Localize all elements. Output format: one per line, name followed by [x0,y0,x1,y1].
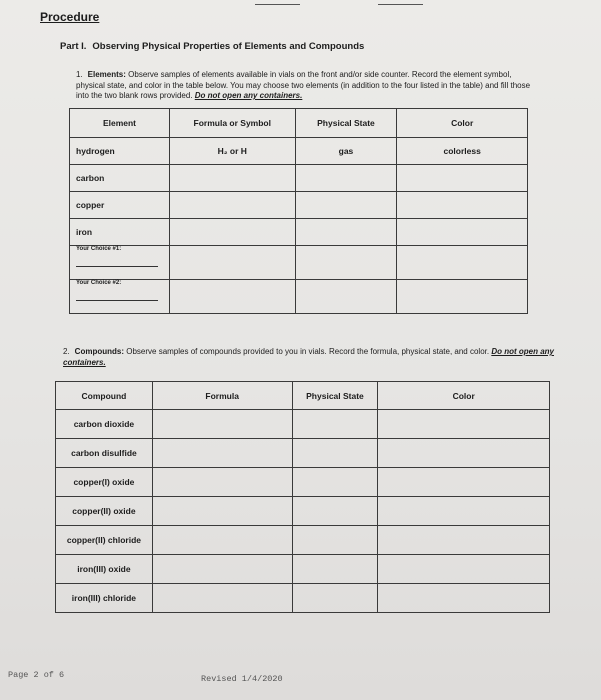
color-cell[interactable] [378,439,550,468]
formula-cell[interactable] [152,439,292,468]
compounds-header-row [56,382,550,410]
color-cell[interactable] [397,246,528,280]
elements-title: Elements: [87,70,126,79]
compounds-title: Compounds: [74,347,124,356]
header-formula: Formula [152,382,292,410]
state-cell[interactable] [295,219,397,246]
choice-2-label: Your Choice #2: [76,280,122,286]
compounds-text: Observe samples of compounds provided to you in vials. Record the formula, physical state, and color. [126,347,490,356]
table-row [70,138,528,165]
table-row [56,468,550,497]
compound-name: iron(III) oxide [56,555,153,584]
formula-cell[interactable] [152,468,292,497]
elements-warning: Do not open any containers. [194,91,303,100]
elements-number: 1. [76,70,83,79]
state-cell[interactable] [295,165,397,192]
choice-1-cell[interactable] [70,246,170,280]
elements-instructions [76,70,538,102]
color-cell[interactable] [378,555,550,584]
state-cell[interactable]: gas [295,138,397,165]
formula-cell[interactable] [169,280,295,314]
elements-table [69,108,528,314]
state-cell[interactable] [292,468,378,497]
color-cell[interactable] [397,165,528,192]
table-row [56,555,550,584]
choice-2-cell[interactable] [70,280,170,314]
formula-cell[interactable] [152,555,292,584]
formula-cell[interactable] [169,246,295,280]
choice-1-blank [76,266,158,267]
elements-text: Observe samples of elements available in vials on the front and/or side counter. Record the element symbol, physical state, and color in the table below. You may choose two elements (in addition to the four listed in the table) and fill those into the two blank rows provided. [76,70,531,100]
state-cell[interactable] [292,555,378,584]
formula-cell[interactable] [152,584,292,613]
color-cell[interactable] [378,497,550,526]
formula-cell[interactable] [169,192,295,219]
color-cell[interactable] [397,219,528,246]
table-row [56,439,550,468]
compound-name: copper(II) oxide [56,497,153,526]
top-rule-right [378,4,423,5]
formula-cell[interactable] [152,497,292,526]
header-physical-state: Physical State [295,109,397,138]
part-label: Part I. [60,41,87,52]
compound-name: carbon disulfide [56,439,153,468]
header-compound: Compound [56,382,153,410]
state-cell[interactable] [295,280,397,314]
part-title: Observing Physical Properties of Elements and Compounds [92,41,365,52]
header-physical-state: Physical State [292,382,378,410]
choice-2-blank [76,300,158,301]
revised-date: Revised 1/4/2020 [201,674,283,684]
formula-cell[interactable] [169,165,295,192]
state-cell[interactable] [292,439,378,468]
state-cell[interactable] [292,526,378,555]
part-heading [60,41,364,52]
compounds-warning: Do not open any containers. [63,347,554,367]
top-rule-left [255,4,300,5]
table-row [70,219,528,246]
state-cell[interactable] [295,192,397,219]
color-cell[interactable] [378,468,550,497]
table-row [70,192,528,219]
element-name: iron [70,219,170,246]
compound-name: carbon dioxide [56,410,153,439]
color-cell[interactable] [378,410,550,439]
compound-name: iron(III) chloride [56,584,153,613]
compounds-table [55,381,550,613]
compounds-number: 2. [63,347,70,356]
page-number: Page 2 of 6 [8,670,65,680]
choice-1-label: Your Choice #1: [76,246,122,252]
color-cell[interactable] [378,584,550,613]
table-row [56,497,550,526]
table-row [56,410,550,439]
formula-cell[interactable] [152,410,292,439]
compound-name: copper(II) chloride [56,526,153,555]
table-row [70,280,528,314]
element-name: hydrogen [70,138,170,165]
color-cell[interactable] [397,192,528,219]
formula-cell[interactable] [152,526,292,555]
header-element: Element [70,109,170,138]
table-row [70,246,528,280]
state-cell[interactable] [292,410,378,439]
color-cell[interactable] [397,280,528,314]
elements-header-row [70,109,528,138]
formula-cell[interactable] [169,219,295,246]
state-cell[interactable] [292,584,378,613]
header-color: Color [397,109,528,138]
table-row [70,165,528,192]
state-cell[interactable] [292,497,378,526]
color-cell[interactable]: colorless [397,138,528,165]
compounds-instructions [63,347,558,368]
procedure-heading: Procedure [40,10,100,24]
table-row [56,526,550,555]
element-name: carbon [70,165,170,192]
header-formula-or-symbol: Formula or Symbol [169,109,295,138]
state-cell[interactable] [295,246,397,280]
compound-name: copper(I) oxide [56,468,153,497]
element-name: copper [70,192,170,219]
formula-cell[interactable]: H₂ or H [169,138,295,165]
header-color: Color [378,382,550,410]
color-cell[interactable] [378,526,550,555]
table-row [56,584,550,613]
